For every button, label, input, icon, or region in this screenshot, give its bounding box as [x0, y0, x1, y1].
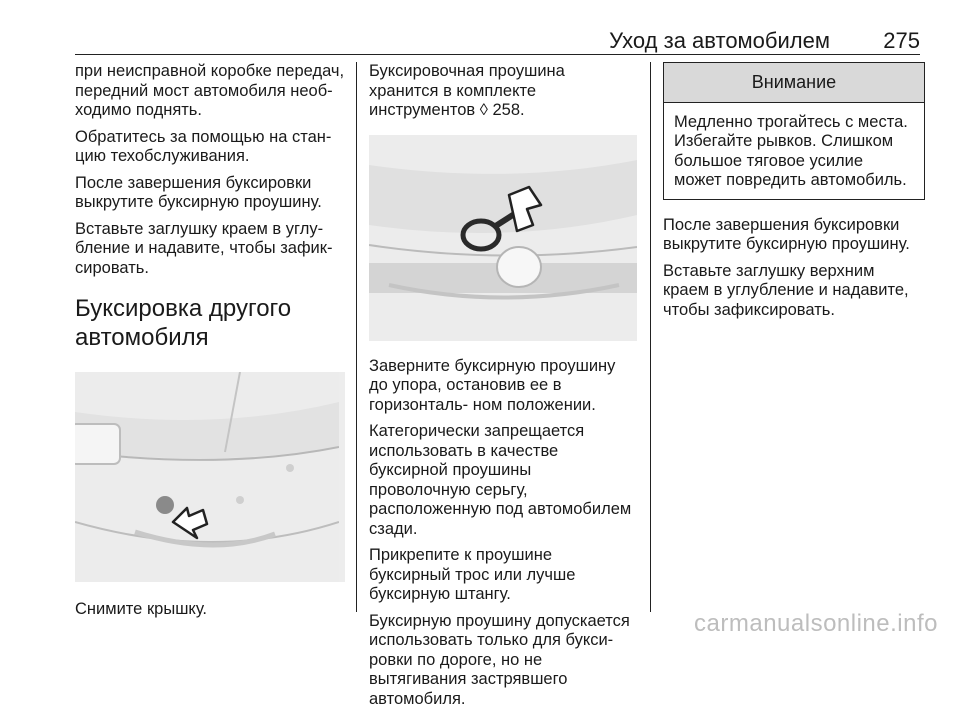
- section-heading: Буксировка другого автомобиля: [75, 295, 292, 351]
- column-left: [75, 62, 345, 627]
- paragraph: Снимите крышку.: [75, 600, 208, 618]
- column-divider: [356, 62, 357, 612]
- page-number: 275: [883, 28, 920, 53]
- paragraph-text: Буксировочная проушина хранится в комплекте инструментов: [369, 62, 565, 119]
- column-right: [663, 62, 925, 327]
- paragraph: Обратитесь за помощью на стан- цию техобслуживания.: [75, 127, 332, 165]
- paragraph: После завершения буксировки выкрутите буксирную проушину.: [75, 173, 322, 211]
- towing-eye-illustration: [369, 135, 637, 341]
- page-reference: 258.: [492, 101, 525, 119]
- page-title: Уход за автомобилем: [609, 28, 830, 53]
- paragraph: Категорически запрещается использовать в качестве буксирной проушины проволочную серьгу, расположенную под автомобилем сзади.: [369, 422, 632, 538]
- page-header: [75, 24, 920, 55]
- paragraph: Заверните буксирную проушину до упора, остановив ее в горизонталь- ном положении.: [369, 356, 616, 414]
- page-reference-icon: ◊: [479, 101, 488, 119]
- paragraph: Буксирную проушину допускается использовать только для букси- ровки по дороге, но не вытягивания застрявшего автомобиля.: [369, 611, 630, 708]
- rear-bumper-illustration: [75, 372, 339, 582]
- figure-rear-bumper-cover: [75, 372, 345, 582]
- figure-towing-eye: [369, 135, 637, 341]
- warning-title: Внимание: [664, 63, 924, 103]
- paragraph: при неисправной коробке передач, передний мост автомобиля необ- ходимо поднять.: [75, 62, 345, 119]
- column-middle: [369, 62, 637, 716]
- paragraph: [369, 62, 637, 121]
- paragraph: Прикрепите к проушине буксирный трос или лучше буксирную штангу.: [369, 546, 576, 603]
- column-divider: [650, 62, 651, 612]
- paragraph: После завершения буксировки выкрутите буксирную проушину.: [663, 215, 910, 253]
- paragraph: Вставьте заглушку верхним краем в углубление и надавите, чтобы зафиксировать.: [663, 261, 909, 319]
- watermark: carmanualsonline.info: [694, 610, 938, 637]
- warning-text: Медленно трогайтесь с места. Избегайте рывков. Слишком большое тяговое усилие может повредить автомобиль.: [674, 112, 908, 189]
- paragraph: Вставьте заглушку краем в углу- бление и надавите, чтобы зафик- сировать.: [75, 219, 333, 277]
- warning-callout: [663, 62, 925, 200]
